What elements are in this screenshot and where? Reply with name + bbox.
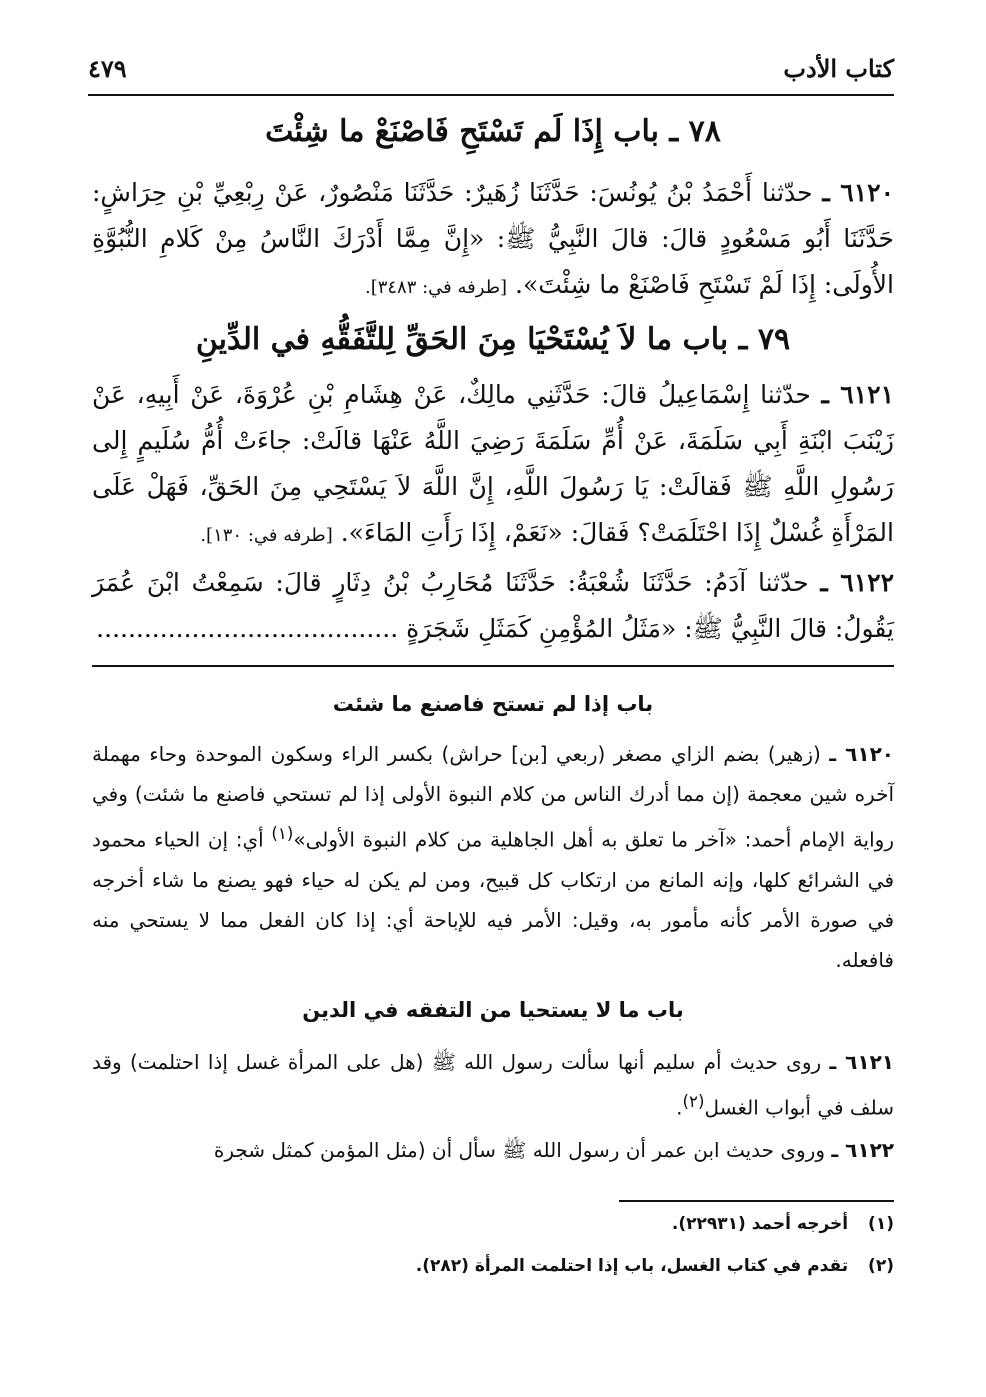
book-title: كتاب الأدب (783, 54, 894, 83)
hadith-text: حدّثنا أَحْمَدُ بْنُ يُونُسَ: حَدَّثَنَا زُهَيرٌ: حَدَّثَنَا مَنْصُورٌ، عَنْ رِبْعِيِّ بْنِ حِرَاشٍ: حَدَّثَنَا أَبُو مَسْعُودٍ قالَ: قالَ النَّبِيُّ ﷺ: «إِنَّ مِمَّا أَدْرَكَ النَّاسُ مِنْ كَلامِ النُّبُوَّةِ الأُولَى: إِذَا لَمْ تَسْتَحِ فَاصْنَعْ ما شِئْتَ». (92, 178, 894, 299)
hadith-6120 (92, 170, 894, 311)
hadith-text: حدّثنا آدَمُ: حَدَّثَنَا شُعْبَةُ: حَدَّثَنَا مُحَارِبُ بْنُ دِثَارٍ قالَ: سَمِعْتُ ابْنَ عُمَرَ يَقُولُ: قالَ النَّبِيُّ ﷺ: «مَثَلُ المُؤْمِنِ كَمَثَلِ شَجَرَةٍ ...................................... (92, 568, 894, 643)
period: . (676, 1095, 683, 1120)
commentary-6121 (92, 1042, 894, 1128)
commentary-text: روى حديث أم سليم أنها سألت رسول الله ﷺ (هل على المرأة غسل إذا احتلمت) وقد سلف في أبواب الغسل (92, 1050, 894, 1120)
commentary-6122 (92, 1130, 894, 1170)
commentary-heading-1: باب إذا لم تستح فاصنع ما شئت (332, 692, 654, 716)
page-number: ٤٧٩ (88, 54, 127, 83)
footnote-2 (92, 1256, 894, 1276)
chapter-79-title: ٧٩ ـ باب ما لاَ يُسْتَحْيَا مِنَ الحَقِّ لِلتَّفَقُّهِ في الدِّينِ (195, 322, 791, 357)
commentary-text: (زهير) بضم الزاي مصغر (ربعي [بن] حراش) بكسر الراء وسكون الموحدة وحاء مهملة آخره شين معجمة (إن مما أدرك الناس من كلام النبوة الأولى إذا لم تستحي فاصنع ما شئت) وفي رواية الإمام أحمد: «آخر ما تعلق به أهل الجاهلية من كلام النبوة الأولى» (92, 742, 894, 852)
footnote-number: (١) (868, 1214, 894, 1234)
commentary-number: ٦١٢٢ ـ (831, 1138, 894, 1162)
commentary-text-cont: أي: إن الحياء محمود في الشرائع كلها، وإنه المانع من ارتكاب كل قبيح، ومن لم يكن له حياء فهو يصنع ما شاء أخرجه في صورة الأمر كأنه مأمور به، وقيل: الأمر فيه للإباحة أي: إذا كان الفعل مما لا يستحي منه فافعله. (92, 827, 894, 972)
page-header (88, 52, 894, 96)
footnote-separator (619, 1200, 894, 1202)
footnote-1 (92, 1214, 894, 1234)
footnote-text: تقدم في كتاب الغسل، باب إذا احتلمت المرأة (٢٨٢). (415, 1256, 849, 1276)
section-divider (92, 665, 894, 667)
footnote-ref: (٢) (682, 1092, 705, 1111)
hadith-text: حدّثنا إِسْمَاعِيلُ قالَ: حَدَّثَنِي مالِكٌ، عَنْ هِشَامِ بْنِ عُرْوَةَ، عَنْ أَبِيهِ، عَنْ زَيْنَبَ ابْنَةِ أَبِي سَلَمَةَ، عَنْ أُمِّ سَلَمَةَ رَضِيَ اللَّهُ عَنْهَا قالَتْ: جاءَتْ أُمُّ سُلَيمٍ إِلى رَسُولِ اللَّهِ ﷺ فَقالَتْ: يَا رَسُولَ اللَّهِ، إِنَّ اللَّهَ لاَ يَسْتَحِي مِنَ الحَقِّ، فَهَلْ عَلَى المَرْأَةِ غُسْلٌ إِذَا احْتَلَمَتْ؟ فَقالَ: «نَعَمْ، إِذَا رَأَتِ المَاءَ». (92, 380, 894, 547)
footnote-text: أخرجه أحمد (٢٢٩٣١). (671, 1214, 849, 1234)
footnote-number: (٢) (868, 1256, 894, 1276)
hadith-6122 (92, 560, 894, 652)
hadith-number: ٦١٢٢ ـ (820, 568, 894, 597)
hadith-number: ٦١٢٠ ـ (822, 178, 895, 207)
commentary-number: ٦١٢٠ ـ (829, 742, 894, 766)
cross-reference: [طرفه في: ٣٤٨٣]. (364, 277, 508, 298)
commentary-heading-2: باب ما لا يستحيا من التفقه في الدين (302, 998, 684, 1022)
commentary-number: ٦١٢١ ـ (829, 1050, 894, 1074)
footnote-ref: (١) (271, 824, 294, 843)
chapter-78-title: ٧٨ ـ باب إِذَا لَم تَسْتَحِ فَاصْنَعْ ما شِئْتَ (265, 114, 721, 149)
commentary-text: وروى حديث ابن عمر أن رسول الله ﷺ سأل أن (مثل المؤمن كمثل شجرة (213, 1138, 825, 1162)
cross-reference: [طرفه في: ١٣٠]. (200, 525, 333, 546)
commentary-6120 (92, 734, 894, 980)
hadith-6121 (92, 372, 894, 559)
hadith-number: ٦١٢١ ـ (821, 380, 894, 409)
